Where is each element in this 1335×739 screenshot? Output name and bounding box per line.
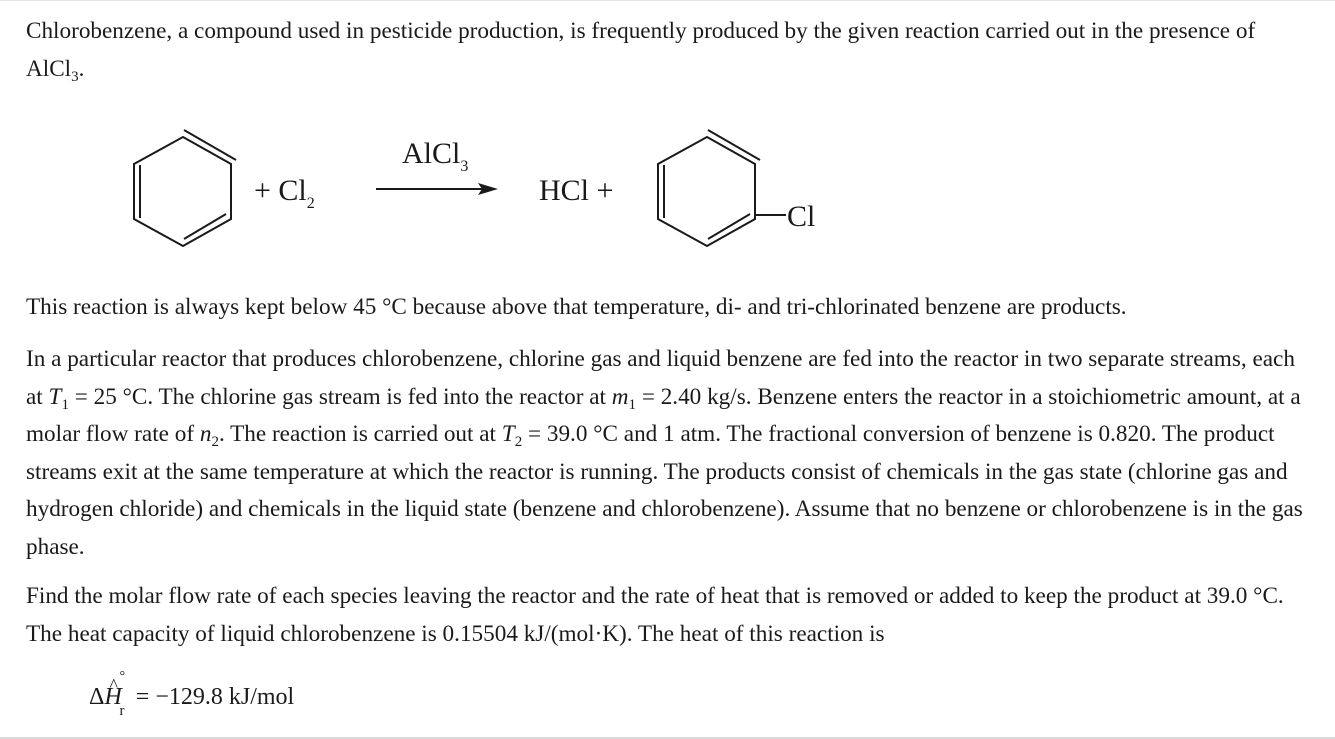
n2-subscript: 2 [211,434,219,450]
reactor-text-4: . The reaction is carried out at [218,421,502,447]
catalyst-text: AlCl [402,137,461,170]
reactor-text-5: = 39.0 °C and 1 atm. The fractional conversion of benzene is 0.820. The product streams exit at the same temperature at which the reactor is running. The products consist of chemicals in the gas state (chlorine gas and hydrogen chloride) and chemicals in the liquid state (benzene and chlorobenzene). Assume that no benzene or chlorobenzene is in the gas phase. [26,421,1303,560]
temperature-paragraph: This reaction is always kept below 45 °C because above that temperature, di- and tri-chlorinated benzene are products. [26,294,1127,320]
benzene-ring-icon [134,130,236,246]
chlorine-substituent-label: Cl [787,200,816,233]
plus-cl-text: + Cl [254,174,307,207]
plus-chlorine [254,174,315,212]
reaction-scheme [0,0,1335,280]
m1-symbol: m [611,383,629,410]
enthalpy-h: H [104,684,122,710]
catalyst-subscript: 3 [460,158,469,175]
intro-period: . [78,55,85,82]
t2-subscript: 2 [514,434,523,450]
cl2-subscript: 2 [306,195,315,212]
reactor-paragraph [26,341,1311,566]
reactor-text-1: In a particular reactor that produces chlorobenzene, chlorine gas and liquid benzene are fed into the reactor in two separate streams, each at [26,346,1295,410]
t1-symbol: T [48,383,62,410]
n2-symbol: n [199,421,212,447]
t2-symbol: T [501,421,515,447]
m1-subscript: 1 [628,396,637,413]
enthalpy-symbol [104,669,126,719]
reactor-text-3: = 2.40 kg/s. Benzene enters the reactor in a stoichiometric amount, at a molar flow rate of [26,383,1301,447]
enthalpy-value: = −129.8 kJ/mol [129,684,295,710]
t1-subscript: 1 [61,396,69,413]
t2-variable [501,421,523,450]
find-paragraph: Find the molar flow rate of each species leaving the reactor and the rate of heat that is removed or added to keep the product at 39.0 °C. The heat capacity of liquid chlorobenzene is 0.15504 kJ/(mol·K). The heat of this reaction is [26,583,1284,647]
reaction-structures [0,0,1335,280]
m1-variable [611,383,637,413]
delta-symbol: Δ [89,684,105,710]
n2-variable [199,421,219,450]
t1-variable [48,383,69,413]
catalyst-label [402,137,469,175]
intro-text: Chlorobenzene, a compound used in pesticide production, is frequently produced by the given reaction carried out in the presence of AlCl [26,18,1256,82]
alcl3-subscript: 3 [71,68,79,85]
standard-degree-mark: ° [119,669,126,684]
chlorobenzene-ring-icon [658,130,786,246]
reaction-arrow-icon [376,183,498,195]
reactor-text-2: = 25 °C. The chlorine gas stream is fed into the reactor at [68,383,612,410]
reaction-enthalpy [89,669,295,719]
hcl-plus: HCl + [539,174,614,207]
reaction-subscript: r [119,703,125,719]
